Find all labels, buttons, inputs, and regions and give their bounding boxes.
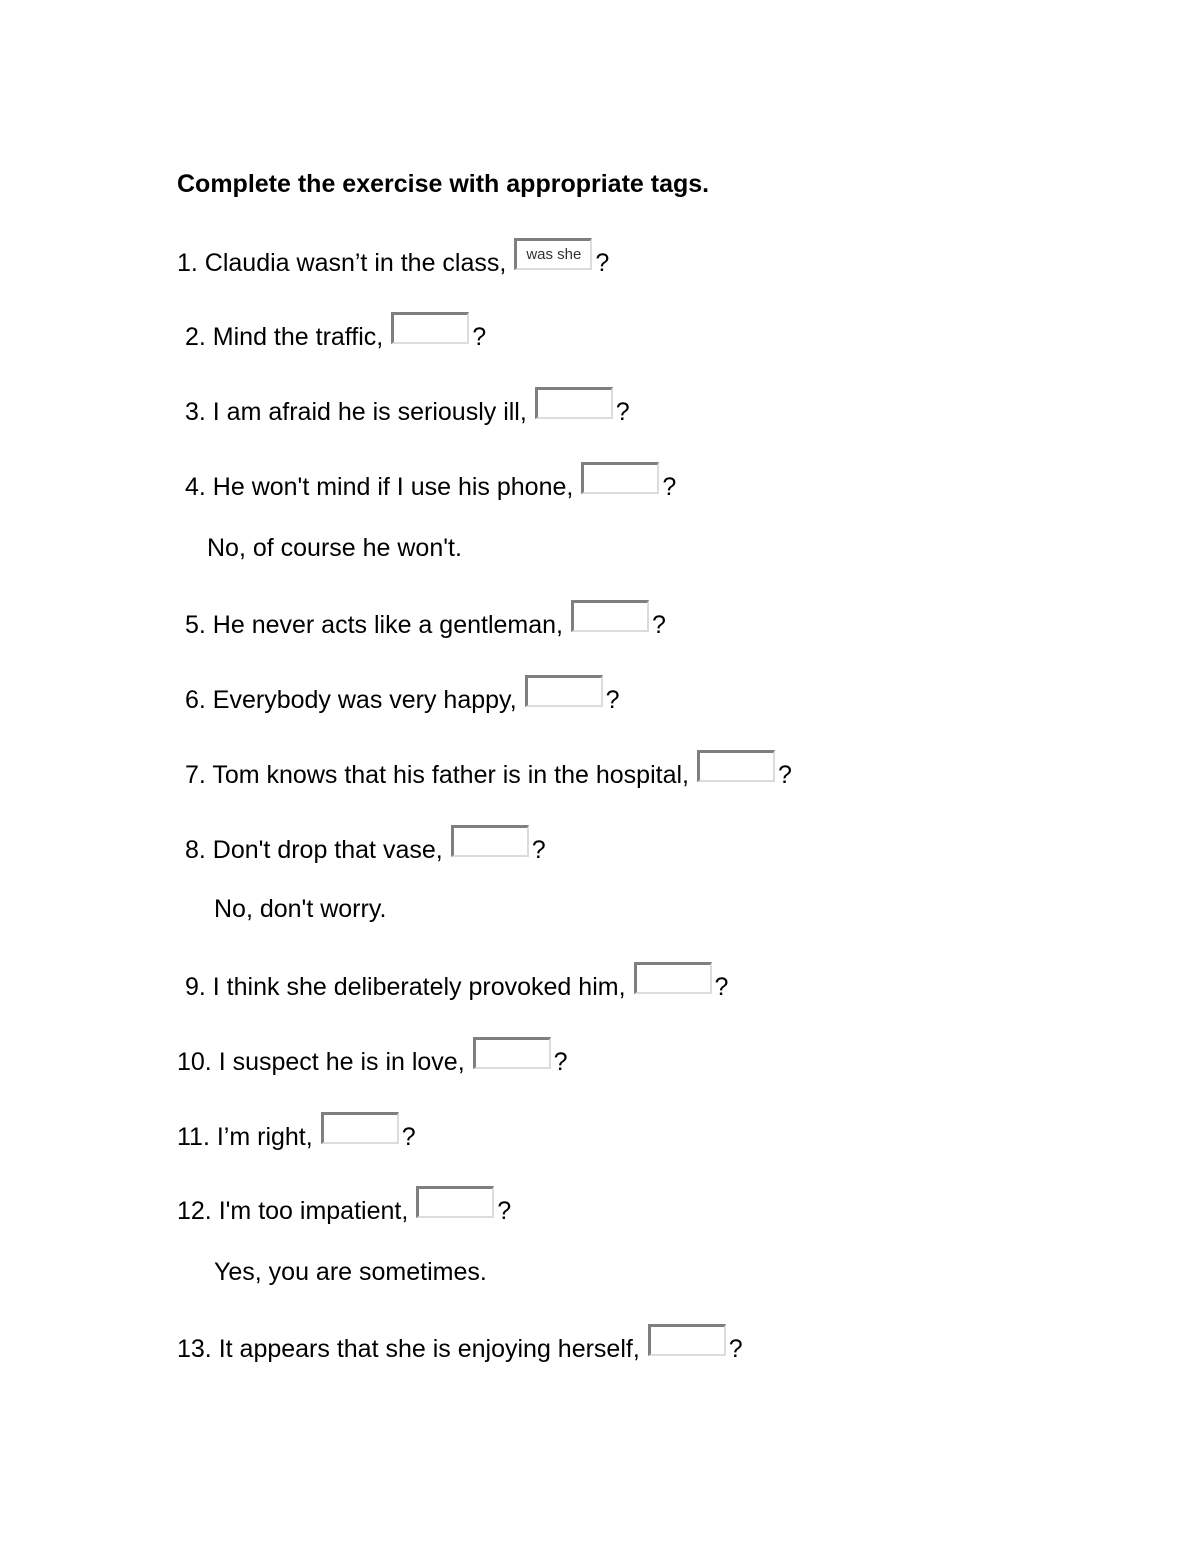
question-9-input[interactable] [634,962,712,994]
question-5-qmark: ? [651,611,666,639]
question-13-qmark: ? [728,1335,743,1363]
question-6-prompt: 6. Everybody was very happy, [185,686,517,714]
question-4 [185,470,676,502]
question-6 [185,683,620,715]
answer-8: No, don't worry. [214,895,387,923]
question-3-input[interactable] [535,387,613,419]
question-7 [185,758,792,790]
question-2-prompt: 2. Mind the traffic, [185,323,384,351]
question-5 [185,608,666,640]
question-12-input[interactable] [416,1186,494,1218]
question-12-qmark: ? [497,1197,512,1225]
question-12 [177,1194,511,1226]
question-1-qmark: ? [595,249,610,277]
question-10 [177,1045,568,1077]
question-3-prompt: 3. I am afraid he is seriously ill, [185,398,527,426]
question-13-input[interactable] [648,1324,726,1356]
question-8-prompt: 8. Don't drop that vase, [185,836,443,864]
question-13 [177,1332,743,1364]
question-8 [185,833,546,865]
question-6-qmark: ? [605,686,620,714]
question-13-prompt: 13. It appears that she is enjoying herself, [177,1335,640,1363]
question-8-qmark: ? [531,836,546,864]
question-2-input[interactable] [391,312,469,344]
answer-4: No, of course he won't. [207,534,462,562]
question-12-prompt: 12. I'm too impatient, [177,1197,409,1225]
answer-12: Yes, you are sometimes. [214,1258,487,1286]
question-11 [177,1120,416,1152]
question-11-input[interactable] [321,1112,399,1144]
question-9-qmark: ? [714,973,729,1001]
question-5-input[interactable] [571,600,649,632]
question-2 [185,320,486,352]
question-3-qmark: ? [615,398,630,426]
exercise-title: Complete the exercise with appropriate tags. [177,170,710,198]
question-5-prompt: 5. He never acts like a gentleman, [185,611,563,639]
question-9-prompt: 9. I think she deliberately provoked him, [185,973,626,1001]
question-1 [177,246,609,278]
question-3 [185,395,630,427]
question-10-input[interactable] [473,1037,551,1069]
question-11-qmark: ? [401,1123,416,1151]
question-7-input[interactable] [697,750,775,782]
question-6-input[interactable] [525,675,603,707]
question-9 [185,970,728,1002]
question-4-qmark: ? [662,473,677,501]
question-7-prompt: 7. Tom knows that his father is in the hospital, [185,761,689,789]
question-1-input[interactable] [514,238,592,270]
question-4-input[interactable] [581,462,659,494]
question-7-qmark: ? [777,761,792,789]
question-4-prompt: 4. He won't mind if I use his phone, [185,473,574,501]
question-8-input[interactable] [451,825,529,857]
question-10-qmark: ? [553,1048,568,1076]
question-10-prompt: 10. I suspect he is in love, [177,1048,465,1076]
question-11-prompt: 11. I’m right, [177,1123,313,1151]
question-1-prompt: 1. Claudia wasn’t in the class, [177,249,507,277]
question-2-qmark: ? [472,323,487,351]
